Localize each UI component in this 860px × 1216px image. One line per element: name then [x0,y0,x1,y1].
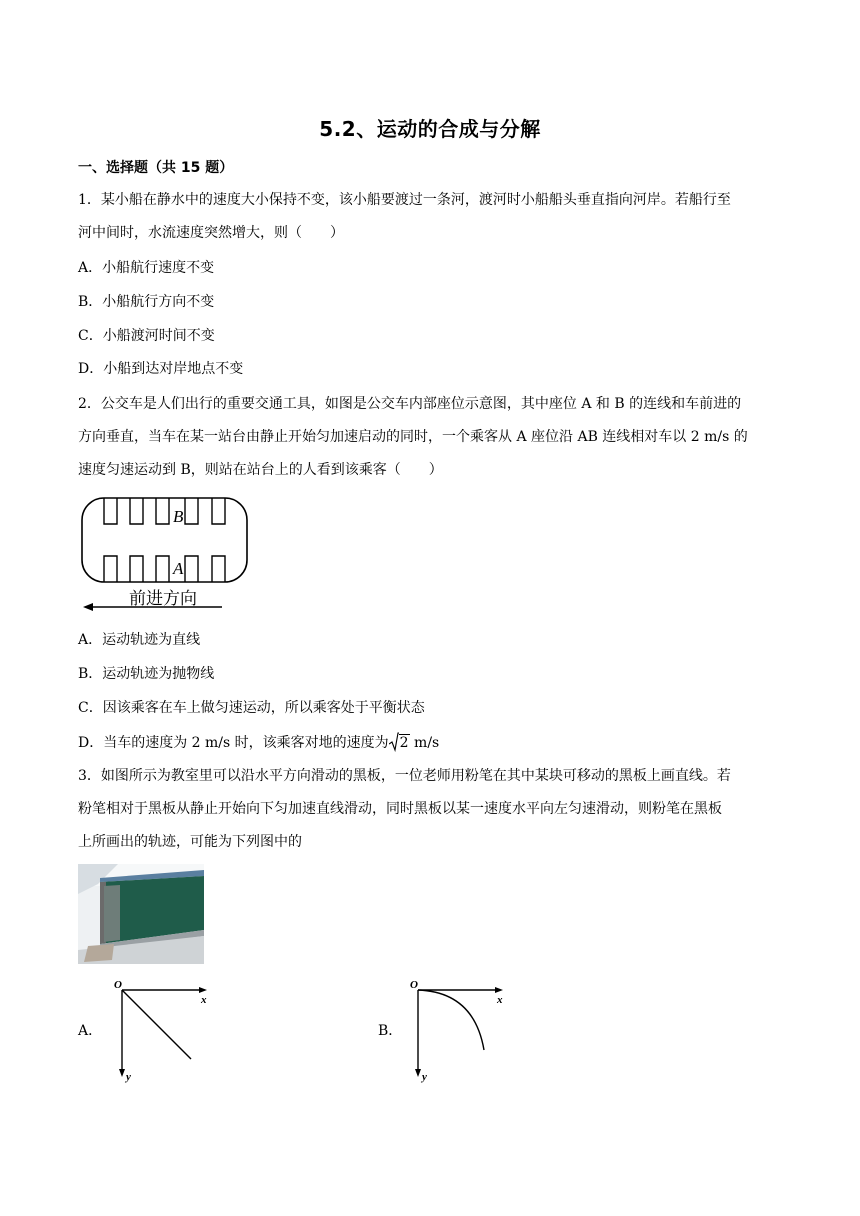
q2-option-c: C．因该乘客在车上做匀速运动，所以乘客处于平衡状态 [78,700,425,716]
q2-option-d [78,732,439,753]
q3-stem-line3: 上所画出的轨迹，可能为下列图中的 [78,834,302,850]
q2-stem-line1: 2．公交车是人们出行的重要交通工具，如图是公交车内部座位示意图，其中座位 A 和 B 的连线和车前进的 [78,396,742,412]
x-axis-label: x [201,994,207,1006]
x-axis-label: x [497,994,503,1006]
q1-option-c: C．小船渡河时间不变 [78,328,215,344]
q1-stem-line1: 1．某小船在静水中的速度大小保持不变，该小船要渡过一条河，渡河时小船船头垂直指向河岸。若船行至 [78,192,731,208]
q3-choice-b-label: B． [378,1023,403,1039]
q1-option-b: B．小船航行方向不变 [78,294,215,310]
sqrt-radicand: 2 [399,735,409,751]
q1-stem-line2: 河中间时，水流速度突然增大，则（ ） [78,225,344,241]
q2-option-b: B．运动轨迹为抛物线 [78,666,215,682]
q3-stem-line2: 粉笔相对于黑板从静止开始向下匀加速直线滑动，同时黑板以某一速度水平向左匀速滑动，则粉笔在黑板 [78,801,722,817]
y-axis-label: y [422,1071,427,1083]
bus-seat-diagram [80,493,252,617]
q2-option-d-suffix: m/s [409,735,440,751]
q3-choice-a-label: A． [78,1023,103,1039]
direction-label: 前进方向 [129,589,197,609]
q3-choice-a-graph [110,976,220,1086]
page-title: 5.2、运动的合成与分解 [319,117,541,141]
sqrt-symbol [389,732,410,753]
y-axis-label: y [126,1071,131,1083]
q2-option-a: A．运动轨迹为直线 [78,632,201,648]
origin-label: O [114,979,122,991]
q1-option-a: A．小船航行速度不变 [78,260,215,276]
blackboard-photo [78,864,204,964]
section-heading: 一、选择题（共 15 题） [78,160,234,176]
q3-choice-b-graph [402,976,512,1086]
seat-label-a: A [173,559,184,578]
seat-label-b: B [173,507,184,526]
origin-label: O [410,979,418,991]
q2-stem-line2: 方向垂直，当车在某一站台由静止开始匀加速启动的同时，一个乘客从 A 座位沿 AB 连线相对车以 2 m/s 的 [78,429,748,445]
q3-stem-line1: 3．如图所示为教室里可以沿水平方向滑动的黑板，一位老师用粉笔在其中某块可移动的黑板上画直线。若 [78,768,731,784]
q2-stem-line3: 速度匀速运动到 B，则站在站台上的人看到该乘客（ ） [78,462,443,478]
q1-option-d: D．小船到达对岸地点不变 [78,361,244,377]
q2-option-d-prefix: D．当车的速度为 2 m/s 时，该乘客对地的速度为 [78,735,389,751]
